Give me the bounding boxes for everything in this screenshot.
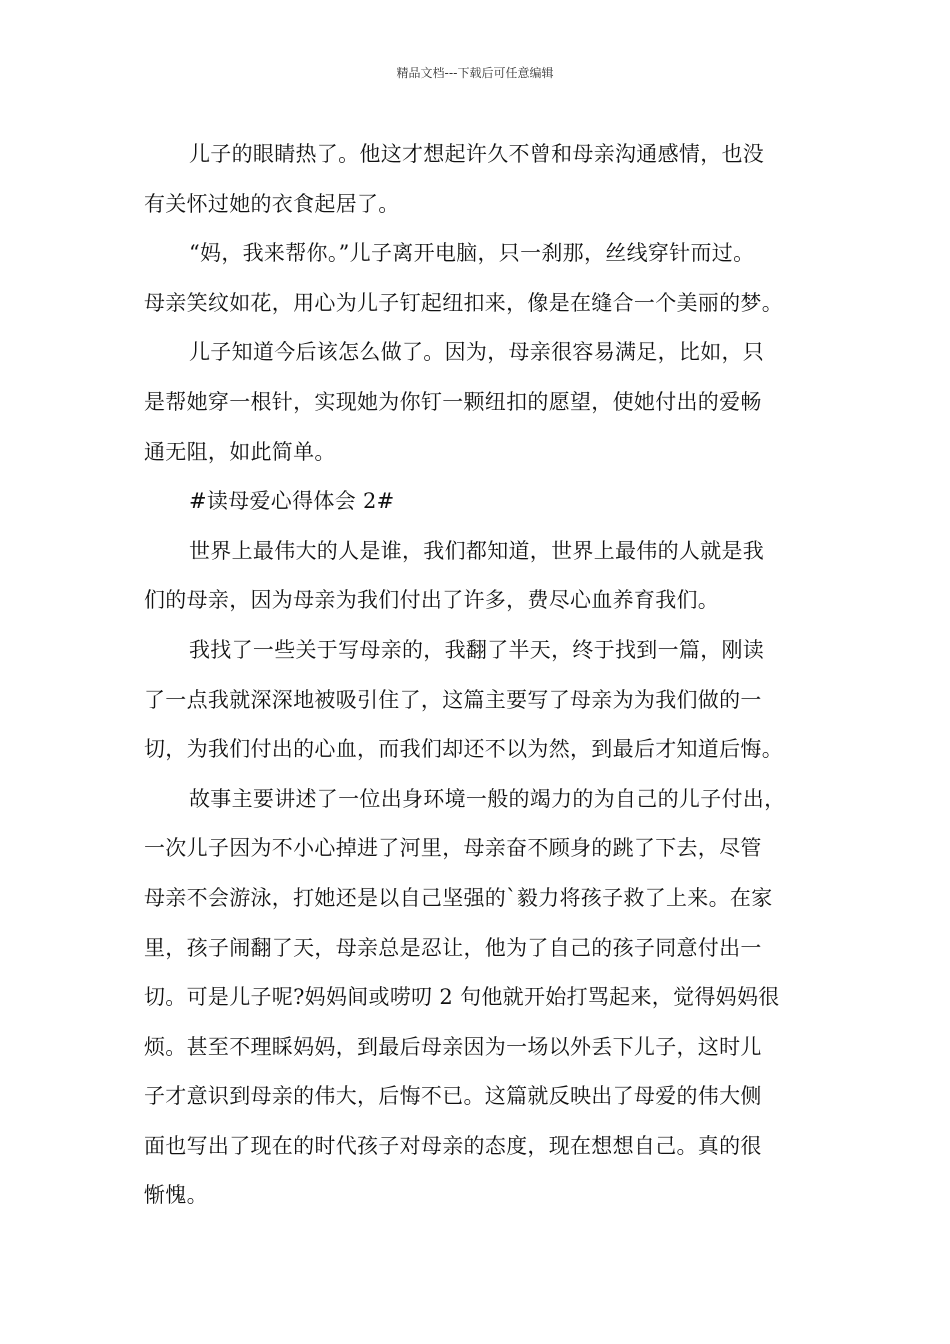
text-line: 烦。甚至不理睬妈妈，到最后母亲因为一场以外丢下儿子，这时儿 xyxy=(144,1034,762,1059)
text-line: 面也写出了现在的时代孩子对母亲的态度，现在想想自己。真的很 xyxy=(144,1133,762,1158)
text-line: 通无阻，如此简单。 xyxy=(144,439,336,464)
document-body xyxy=(144,130,830,1221)
text-line: 切。可是儿子呢?妈妈间或唠叨 2 句他就开始打骂起来，觉得妈妈很 xyxy=(144,985,780,1010)
text-line: 母亲不会游泳，打她还是以自己坚强的`毅力将孩子救了上来。在家 xyxy=(144,885,773,910)
text-line: “妈，我来帮你。”儿子离开电脑，只一刹那，丝线穿针而过。 xyxy=(189,241,755,266)
text-line: 切，为我们付出的心血，而我们却还不以为然，到最后才知道后悔。 xyxy=(144,737,783,762)
text-line: 世界上最伟大的人是谁，我们都知道，世界上最伟的人就是我 xyxy=(189,538,765,563)
text-line: 儿子知道今后该怎么做了。因为，母亲很容易满足，比如，只 xyxy=(189,340,765,365)
page-header: 精品文档---下载后可任意编辑 xyxy=(396,66,554,80)
text-line: 母亲笑纹如花，用心为儿子钉起纽扣来，像是在缝合一个美丽的梦。 xyxy=(144,290,783,315)
text-line: 惭愧。 xyxy=(144,1183,208,1208)
section-heading: #读母爱心得体会 2# xyxy=(189,489,395,514)
text-line: 有关怀过她的衣食起居了。 xyxy=(144,191,400,216)
text-line: 故事主要讲述了一位出身环境一般的竭力的为自己的儿子付出， xyxy=(189,786,786,811)
text-line: 我找了一些关于写母亲的，我翻了半天，终于找到一篇，刚读 xyxy=(189,637,765,662)
text-line: 一次儿子因为不小心掉进了河里，母亲奋不顾身的跳了下去，尽管 xyxy=(144,836,762,861)
text-line: 里，孩子闹翻了天，母亲总是忍让，他为了自己的孩子同意付出一 xyxy=(144,935,762,960)
text-line: 们的母亲，因为母亲为我们付出了许多，费尽心血养育我们。 xyxy=(144,588,720,613)
text-line: 儿子的眼睛热了。他这才想起许久不曾和母亲沟通感情，也没 xyxy=(189,142,765,166)
text-line: 子才意识到母亲的伟大，后悔不已。这篇就反映出了母爱的伟大侧 xyxy=(144,1084,762,1109)
text-line: 了一点我就深深地被吸引住了，这篇主要写了母亲为为我们做的一 xyxy=(144,687,762,712)
text-line: 是帮她穿一根针，实现她为你钉一颗纽扣的愿望，使她付出的爱畅 xyxy=(144,389,762,414)
